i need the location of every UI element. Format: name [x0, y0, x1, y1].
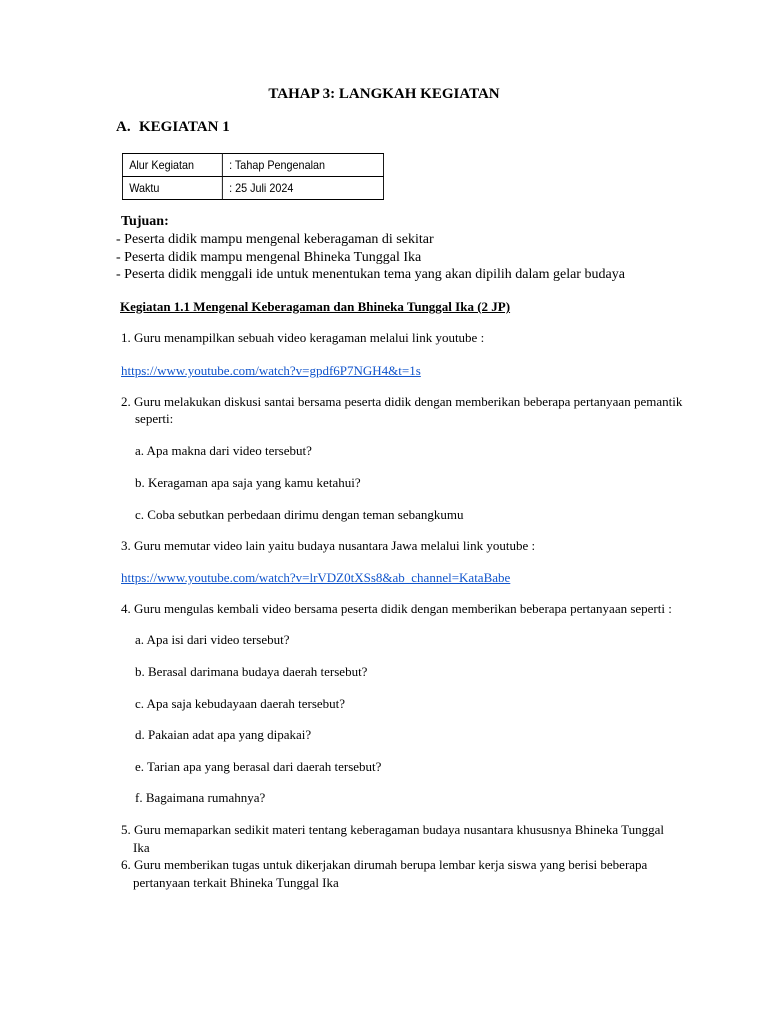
step-6-continued: pertanyaan terkait Bhineka Tunggal Ika	[133, 875, 339, 890]
step-5-continued: Ika	[133, 840, 150, 855]
question-item: b. Berasal darimana budaya daerah tersebut?	[135, 664, 368, 679]
step-5: 5. Guru memaparkan sedikit materi tentang keberagaman budaya nusantara khususnya Bhineka Tunggal	[121, 822, 664, 837]
section-label: KEGIATAN 1	[139, 119, 230, 135]
section-letter: A.	[116, 119, 131, 135]
step-4: 4. Guru mengulas kembali video bersama peserta didik dengan memberikan beberapa pertanyaan seperti :	[121, 601, 672, 616]
table-row	[122, 177, 383, 200]
youtube-link-1[interactable]: https://www.youtube.com/watch?v=gpdf6P7NGH4&t=1s	[121, 363, 421, 378]
goal-item: - Peserta didik mampu mengenal Bhineka Tunggal Ika	[116, 250, 422, 265]
activity-heading: Kegiatan 1.1 Mengenal Keberagaman dan Bhineka Tunggal Ika (2 JP)	[120, 299, 511, 314]
tujuan-label: Tujuan:	[121, 214, 169, 229]
question-item: e. Tarian apa yang berasal dari daerah tersebut?	[135, 759, 382, 774]
step-6: 6. Guru memberikan tugas untuk dikerjakan dirumah berupa lembar kerja siswa yang berisi beberapa	[121, 857, 648, 872]
question-item: f. Bagaimana rumahnya?	[135, 790, 266, 805]
question-item: a. Apa isi dari video tersebut?	[135, 632, 290, 647]
info-value-alur: : Tahap Pengenalan	[222, 154, 383, 177]
step-3: 3. Guru memutar video lain yaitu budaya nusantara Jawa melalui link youtube :	[121, 538, 536, 553]
question-item: a. Apa makna dari video tersebut?	[135, 443, 312, 458]
info-table	[122, 153, 384, 200]
question-item: b. Keragaman apa saja yang kamu ketahui?	[135, 475, 361, 490]
table-row	[122, 154, 383, 177]
page-title: TAHAP 3: LANGKAH KEGIATAN	[268, 86, 500, 102]
question-item: c. Coba sebutkan perbedaan dirimu dengan teman sebangkumu	[135, 507, 464, 522]
goal-item: - Peserta didik menggali ide untuk menentukan tema yang akan dipilih dalam gelar budaya	[116, 267, 625, 282]
youtube-link-2[interactable]: https://www.youtube.com/watch?v=lrVDZ0tXSs8&ab_channel=KataBabe	[121, 570, 511, 585]
info-value-waktu: : 25 Juli 2024	[222, 177, 383, 200]
question-item: d. Pakaian adat apa yang dipakai?	[135, 727, 312, 742]
step-2-continued: seperti:	[135, 411, 174, 426]
goal-item: - Peserta didik mampu mengenal keberagaman di sekitar	[116, 232, 434, 247]
info-key-waktu: Waktu	[122, 177, 222, 200]
step-2: 2. Guru melakukan diskusi santai bersama peserta didik dengan memberikan beberapa pertanyaan pemantik	[121, 394, 683, 409]
step-1: 1. Guru menampilkan sebuah video keragaman melalui link youtube :	[121, 330, 485, 345]
info-key-alur: Alur Kegiatan	[122, 154, 222, 177]
question-item: c. Apa saja kebudayaan daerah tersebut?	[135, 696, 346, 711]
section-heading	[116, 119, 230, 136]
